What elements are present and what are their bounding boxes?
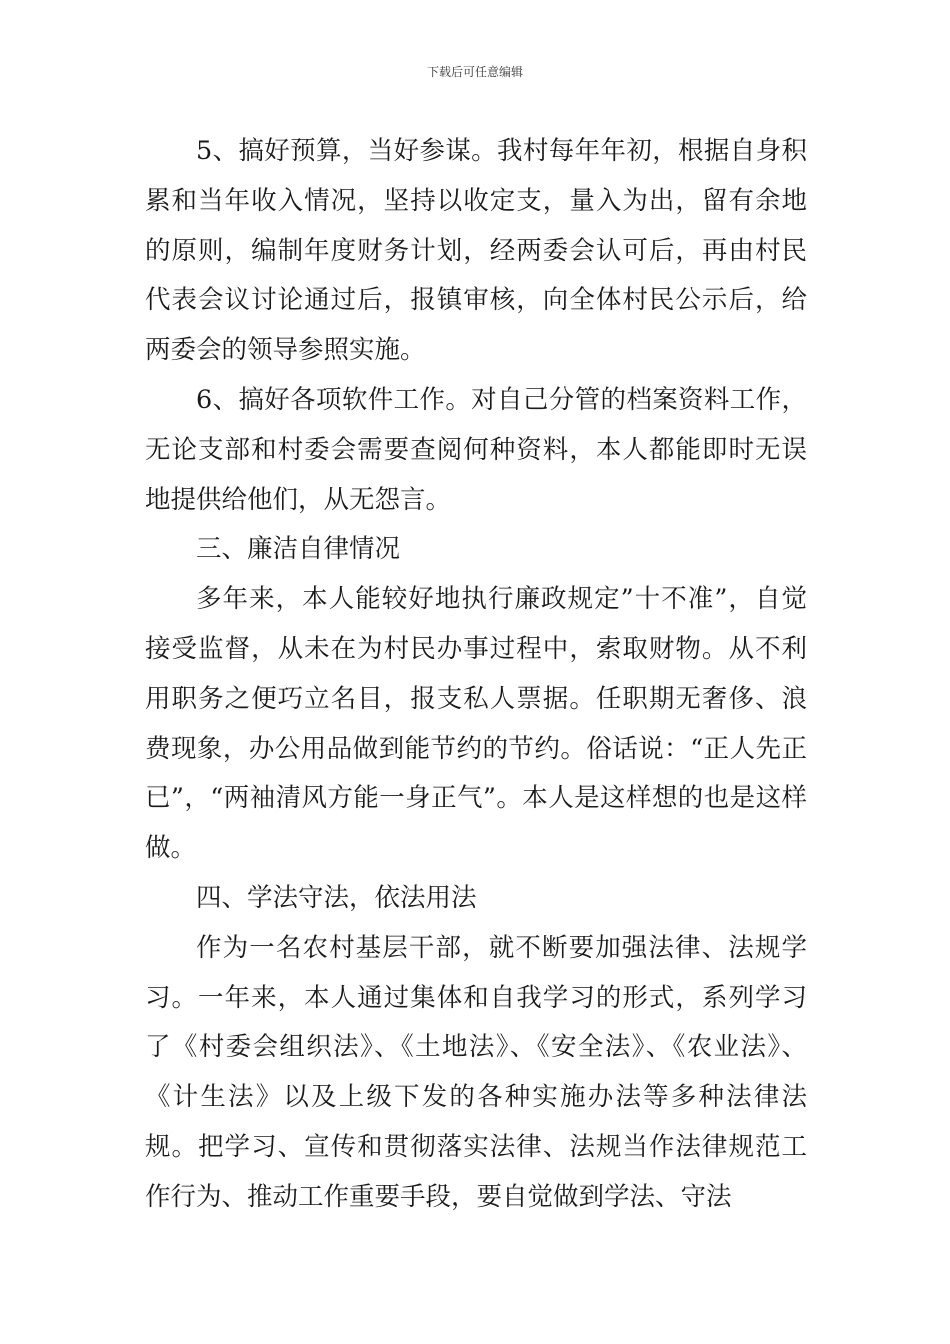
paragraph-law-study: 作为一名农村基层干部，就不断要加强法律、法规学习。一年来，本人通过集体和自我学习的形式，系列学习了《村委会组织法》、《土地法》、《安全法》、《农业法》、《计生法》以及上级下发的各种实施办法等多种法律法规。把学习、宣传和贯彻落实法律、法规当作法律规范工作行为、推动工作重要手段，要自觉做到学法、守法 xyxy=(145,932,807,1212)
page-header-note: 下载后可任意编辑 xyxy=(426,65,523,79)
document-body xyxy=(145,127,807,1223)
section-heading-integrity: 三、廉洁自律情况 xyxy=(196,534,401,565)
paragraph-integrity: 多年来，本人能较好地执行廉政规定”十不准”，自觉接受监督，从未在为村民办事过程中，索取财物。从不利用职务之便巧立名目，报支私人票据。任职期无奢侈、浪费现象，办公用品做到能节约的节约。俗话说：“正人先正已”，“两袖清风方能一身正气”。本人是这样想的也是这样做。 xyxy=(145,584,807,864)
paragraph-budget: 5、搞好预算，当好参谋。我村每年年初，根据自身积累和当年收入情况，坚持以收定支，量入为出，留有余地的原则，编制年度财务计划，经两委会认可后，再由村民代表会议讨论通过后，报镇审核，向全体村民公示后，给两委会的领导参照实施。 xyxy=(145,136,807,366)
paragraph-software-work: 6、搞好各项软件工作。对自己分管的档案资料工作，无论支部和村委会需要查阅何种资料，本人都能即时无误地提供给他们，从无怨言。 xyxy=(145,384,807,515)
section-heading-law: 四、学法守法，依法用法 xyxy=(196,882,477,913)
